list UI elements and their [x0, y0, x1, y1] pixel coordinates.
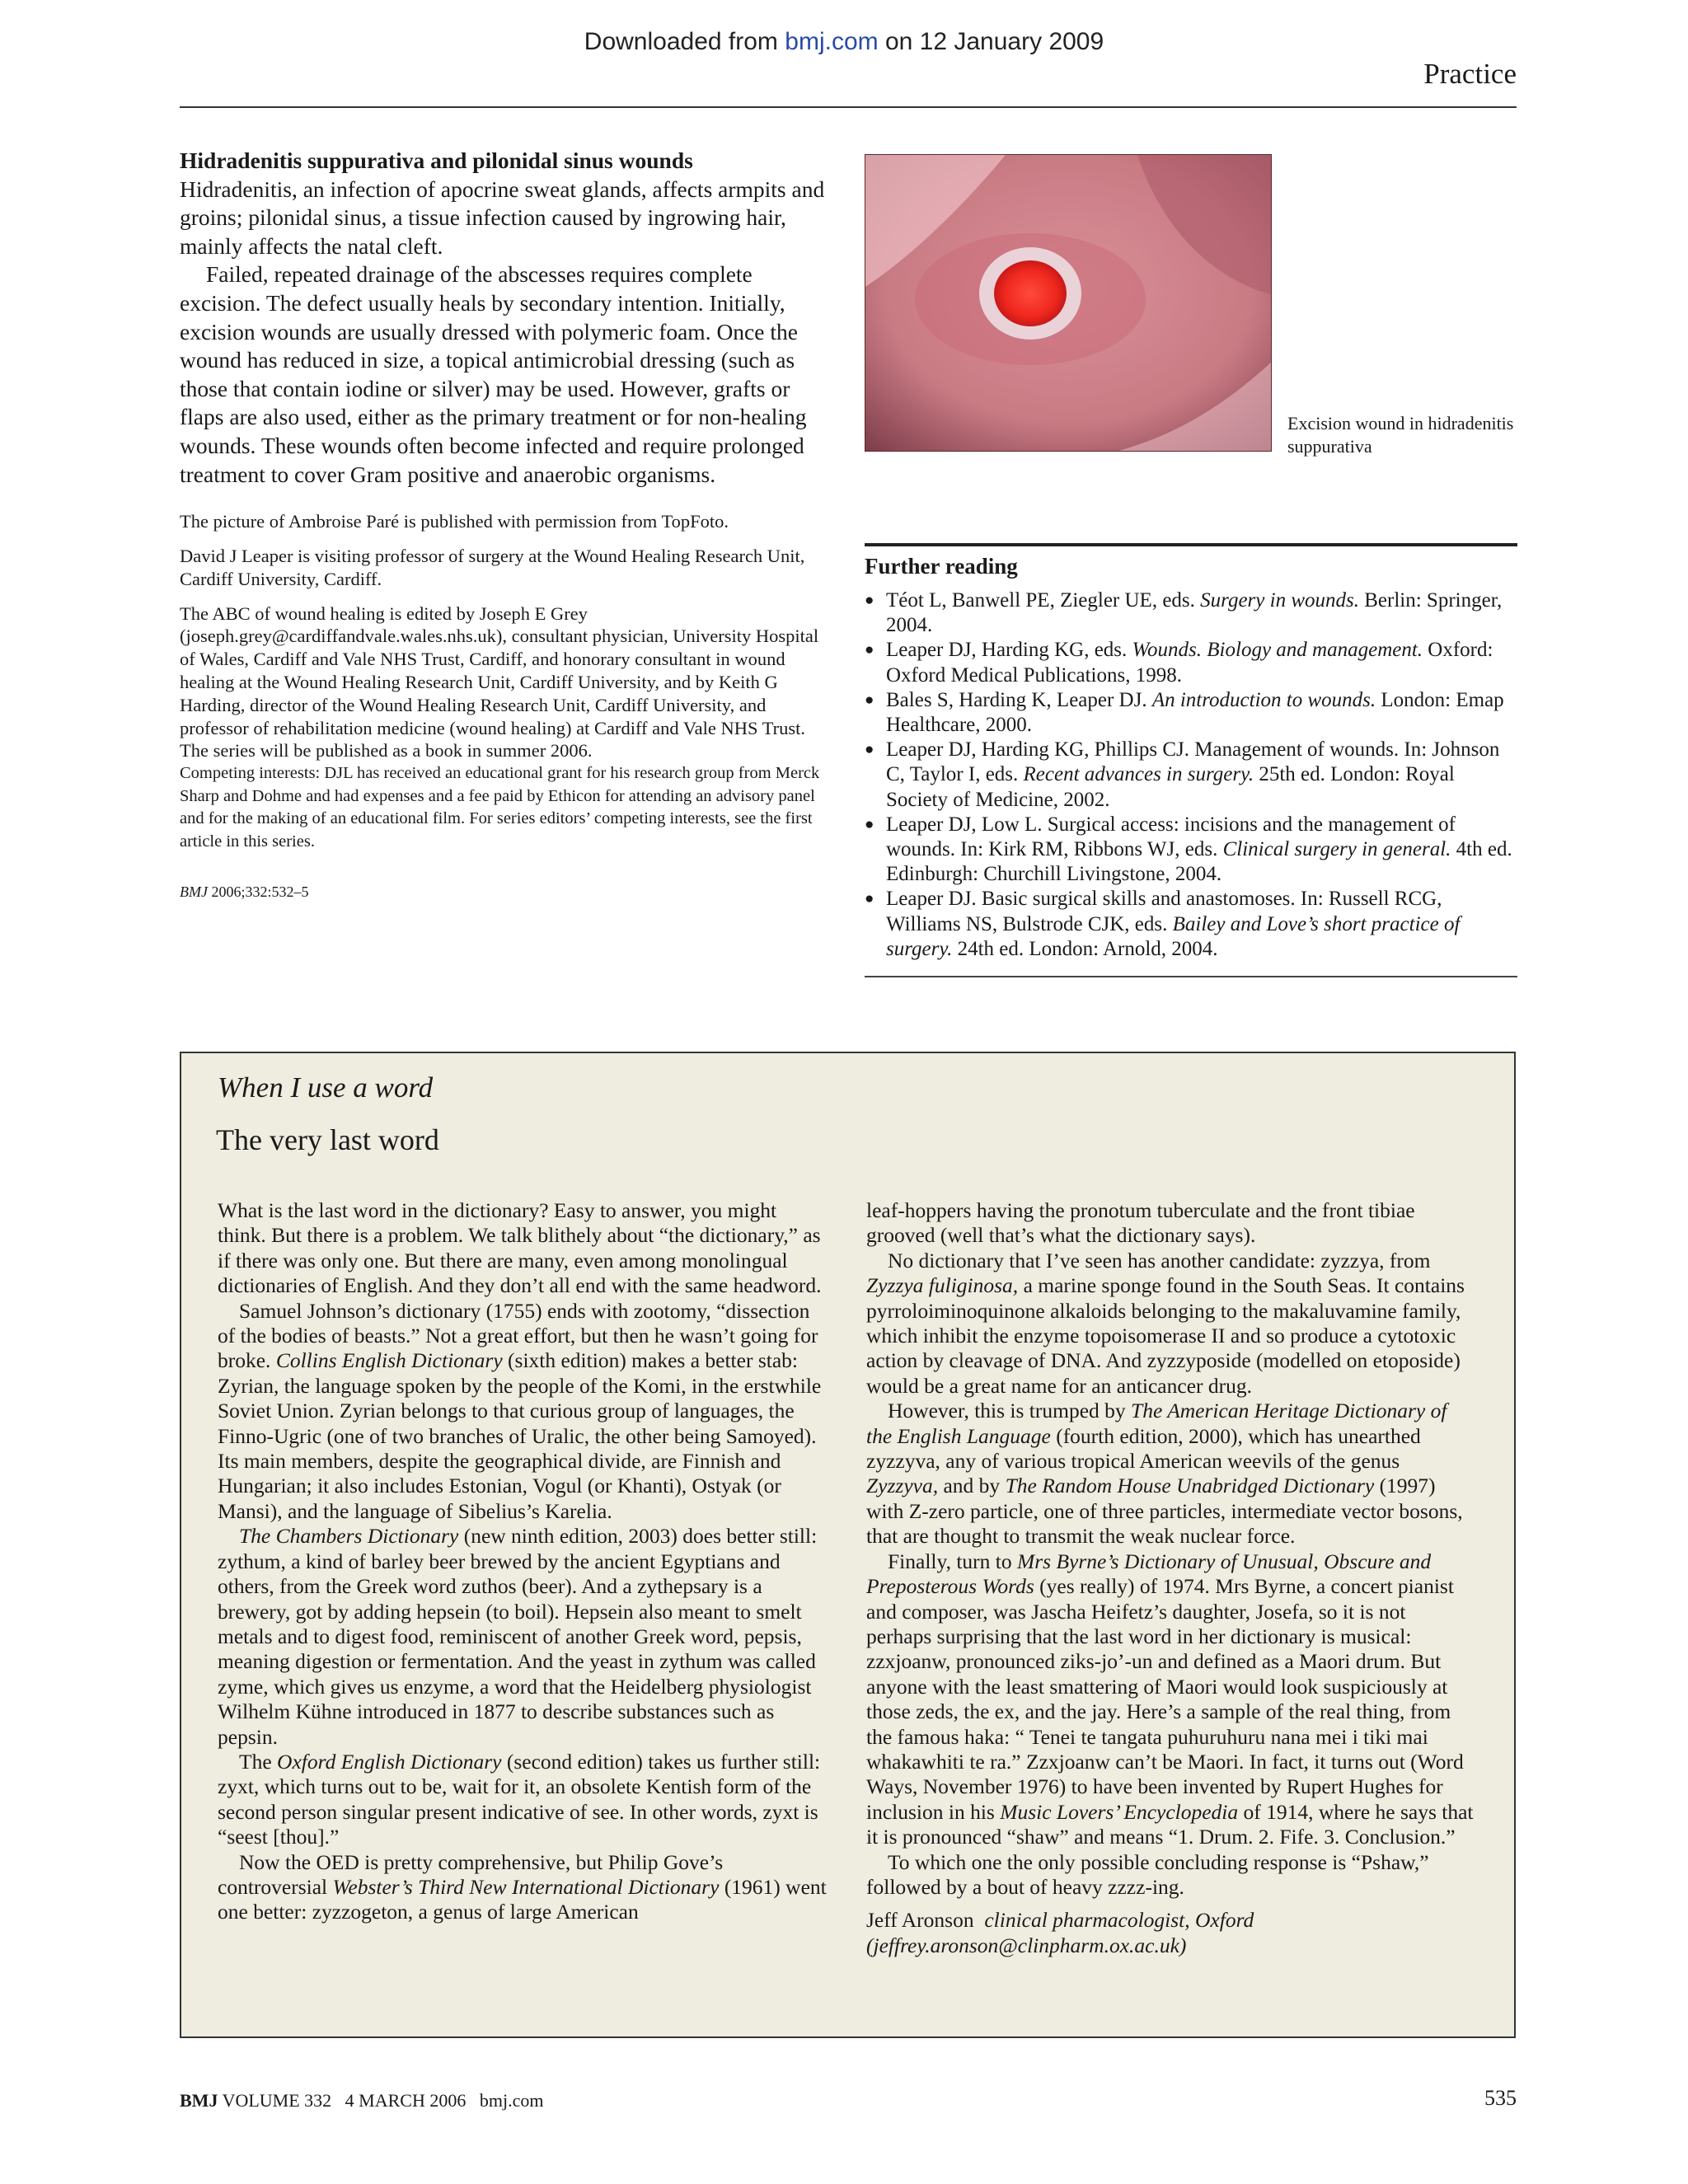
- box-title: The very last word: [216, 1123, 439, 1156]
- footer-volume: VOLUME 332: [222, 2090, 332, 2111]
- box-paragraph: The Chambers Dictionary (new ninth edition, 2003) does better still: zythum, a kind of barley beer brewed by the ancient Egyptians and others, from the Greek word zuthos (beer). And a zythepsary is a brewery, got by adding hepsein (to boil). Hepsein also meant to smelt metals and to digest food, reminiscent of another Greek word, pepsis, meaning digestion or fermentation. And the yeast in zythum was called zyme, which gives us enzyme, a word that the Heidelberg physiologist Wilhelm Kühne introduced in 1877 to describe substances such as pepsin.: [218, 1524, 818, 1749]
- body-paragraph: Hidradenitis, an infection of apocrine sweat glands, affects armpits and groins; pilonidal sinus, a tissue infection caused by ingrowing hair, mainly affects the natal cleft.: [180, 176, 825, 259]
- reference-item: ● Leaper DJ. Basic surgical skills and anastomoses. In: Russell RCG, Williams NS, Bulstrode CJK, eds. Bailey and Love’s short practice of surgery. 24th ed. London: Arnold, 2004.: [865, 887, 1517, 962]
- further-reading-title: Further reading: [865, 554, 1018, 579]
- footer-site: bmj.com: [479, 2090, 544, 2111]
- box-kicker: When I use a word: [218, 1071, 434, 1104]
- further-reading-bottom-rule: [865, 976, 1517, 977]
- citation-journal: BMJ: [180, 883, 208, 901]
- reference-item: ● Leaper DJ, Harding KG, Phillips CJ. Management of wounds. In: Johnson C, Taylor I, eds. Recent advances in surgery. 25th ed. London: Royal Society of Medicine, 2002.: [865, 738, 1517, 813]
- figure-caption: Excision wound in hidradenitis suppurativa: [1287, 413, 1514, 457]
- citation-ref: 2006;332:532–5: [211, 883, 309, 901]
- wound-photo: [865, 154, 1272, 452]
- page-footer: [180, 2090, 543, 2111]
- banner-suffix: on 12 January 2009: [884, 28, 1104, 55]
- box-paragraph: Finally, turn to Mrs Byrne’s Dictionary of Unusual, Obscure and Preposterous Words (yes really) of 1974. Mrs Byrne, a concert pianist and composer, was Jascha Heifetz’s daughter, Josefa, so it is not perhaps surprising that the last word in her dictionary is musical: zzxjoanw, pronounced ziks-jo’-un and defined as a Maori drum. But anyone with the least smattering of Maori would look suspiciously at those zeds, the ex, and the jay. Here’s a sample of the real thing, from the famous haka: “ Tenei te tangata puhuruhuru nana mei i tiki mai whakawhiti te ra.” Zzxjoanw can’t be Maori. In fact, it turns out (Word Ways, November 1976) to have been invented by Rupert Hughes for inclusion in his Music Lovers’ Encyclopedia of 1914, where he says that it is pronounced “shaw” and means “1. Drum. 2. Fife. 3. Conclusion.”: [866, 1549, 1474, 1849]
- body-paragraph: Failed, repeated drainage of the abscesses requires complete excision. The defect usually heals by secondary intention. Initially, excision wounds are usually dressed with polymeric foam. Once the wound has reduced in size, a topical antimicrobial dressing (such as those that contain iodine or silver) may be used. However, grafts or flaps are also used, either as the primary treatment or for non-healing wounds. These wounds often become infected and require prolonged treatment to cover Gram positive and anaerobic organisms.: [180, 261, 807, 487]
- footer-date: 4 MARCH 2006: [345, 2090, 467, 2111]
- reference-item: ● Leaper DJ, Harding KG, eds. Wounds. Biology and management. Oxford: Oxford Medical Publications, 1998.: [865, 638, 1517, 687]
- further-reading-list: [865, 588, 1517, 962]
- signature-email: (jeffrey.aronson@clinpharm.ox.ac.uk): [866, 1933, 1187, 1957]
- author-signature: [866, 1908, 1476, 1958]
- citation: [180, 881, 831, 904]
- reference-item: ● Leaper DJ, Low L. Surgical access: incisions and the management of wounds. In: Kirk RM, Ribbons WJ, eds. Clinical surgery in general. 4th ed. Edinburgh: Churchill Livingstone, 2004.: [865, 813, 1517, 888]
- banner-link[interactable]: bmj.com: [785, 28, 879, 55]
- competing-interests: Competing interests: DJL has received an educational grant for his research group from Merck Sharp and Dohme and had expenses and a fee paid by Ethicon for attending an advisory panel and for the making of an educational film. For series editors’ competing interests, see the first article in this series.: [180, 764, 820, 851]
- signature-role: clinical pharmacologist, Oxford: [984, 1908, 1254, 1933]
- download-banner: [0, 28, 1688, 56]
- series-note: The ABC of wound healing is edited by Joseph E Grey (joseph.grey@cardiffandvale.wales.nhs.uk), consultant physician, University Hospital of Wales, Cardiff and Vale NHS Trust, Cardiff, and honorary consultant in wound healing at the Wound Healing Research Unit, Cardiff University, and by Keith G Harding, director of the Wound Healing Research Unit, Cardiff University, and professor of rehabilitation medicine (wound healing) at Cardiff and Vale NHS Trust. The series will be published as a book in summer 2006.: [180, 602, 819, 762]
- wound-photo-image: [865, 155, 1272, 452]
- reference-item: ● Téot L, Banwell PE, Ziegler UE, eds. Surgery in wounds. Berlin: Springer, 2004.: [865, 588, 1517, 638]
- box-paragraph: The Oxford English Dictionary (second edition) takes us further still: zyxt, which turns out to be, wait for it, an obsolete Kentish form of the second person singular present indicative of see. In other words, zyxt is “seest [thou].”: [218, 1749, 821, 1849]
- footer-journal: BMJ: [180, 2090, 218, 2111]
- author-note: David J Leaper is visiting professor of surgery at the Wound Healing Research Unit, Cardiff University, Cardiff.: [180, 545, 805, 589]
- further-reading-top-rule: [865, 543, 1517, 546]
- section-label: Practice: [1423, 58, 1517, 90]
- box-paragraph: Now the OED is pretty comprehensive, but Philip Gove’s controversial Webster’s Third New International Dictionary (1961) went one better: zyzzogeton, a genus of large American: [218, 1849, 827, 1924]
- box-paragraph: leaf-hoppers having the pronotum tuberculate and the front tibiae grooved (well that’s what the dictionary says).: [866, 1198, 1415, 1248]
- permission-note: The picture of Ambroise Paré is published with permission from TopFoto.: [180, 511, 729, 532]
- header-rule: [180, 106, 1517, 108]
- signature-name: Jeff Aronson: [866, 1908, 974, 1933]
- box-paragraph: Samuel Johnson’s dictionary (1755) ends with zootomy, “dissection of the bodies of beasts.” Not a great effort, but then he wasn’t going for broke. Collins English Dictionary (sixth edition) makes a better stab: Zyrian, the language spoken by the people of the Komi, in the erstwhile Soviet Union. Zyrian belongs to that curious group of languages, the Finno-Ugric (one of two branches of Uralic, the other being Samoyed). Its main members, despite the geographical divide, are Finnish and Hungarian; it also includes Estonian, Vogul (or Khanti), Ostyak (or Mansi), and the language of Sibelius’s Karelia.: [218, 1298, 822, 1523]
- section-heading: Hidradenitis suppurativa and pilonidal sinus wounds: [180, 148, 693, 173]
- box-paragraph: What is the last word in the dictionary? Easy to answer, you might think. But there is a problem. We talk blithely about “the dictionary,” as if there was only one. But there are many, even among monolingual dictionaries of English. And they don’t all end with the same headword.: [218, 1198, 822, 1298]
- box-column-right: [866, 1198, 1476, 1958]
- banner-prefix: Downloaded from: [584, 28, 778, 55]
- left-column: [180, 147, 831, 904]
- box-paragraph: To which one the only possible concluding response is “Pshaw,” followed by a bout of heavy zzzz-ing.: [866, 1849, 1429, 1899]
- page-number: 535: [1484, 2086, 1517, 2110]
- box-column-left: [218, 1198, 828, 1925]
- box-paragraph: However, this is trumped by The American Heritage Dictionary of the English Language (fourth edition, 2000), which has unearthed zyzzyva, any of various tropical American weevils of the genus Zyzzyva, and by The Random House Unabridged Dictionary (1997) with Z-zero particle, one of three particles, intermediate vector bosons, that are thought to transmit the weak nuclear force.: [866, 1399, 1463, 1549]
- reference-item: ● Bales S, Harding K, Leaper DJ. An introduction to wounds. London: Emap Healthcare, 2000.: [865, 688, 1517, 738]
- box-paragraph: No dictionary that I’ve seen has another candidate: zyzzya, from Zyzzya fuliginosa, a marine sponge found in the South Seas. It contains pyrroloiminoquinone alkaloids belonging to the makaluvamine family, which inhibit the enzyme topoisomerase II and so produce a cytotoxic action by cleavage of DNA. And zyzzyposide (modelled on etoposide) would be a great name for an anticancer drug.: [866, 1248, 1465, 1398]
